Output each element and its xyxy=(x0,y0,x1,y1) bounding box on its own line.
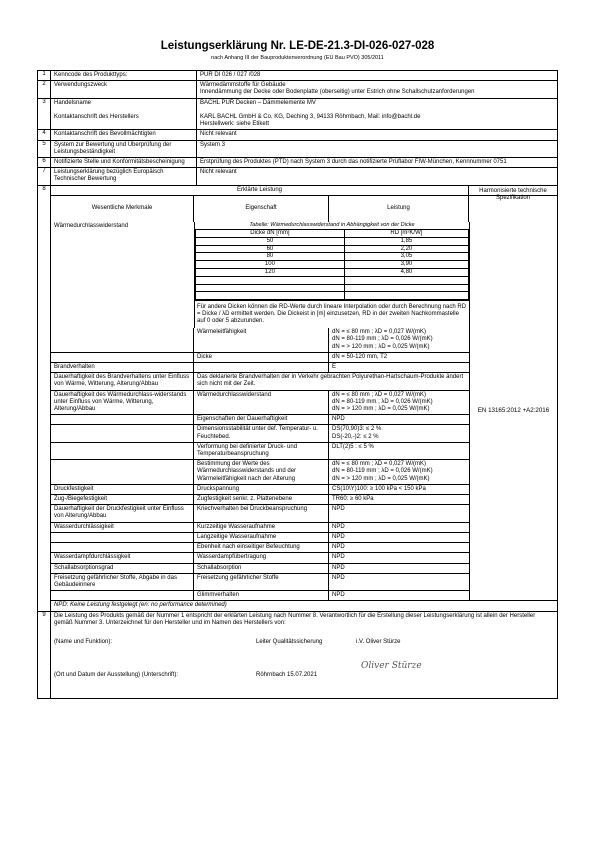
perf-merkmal: Druckfestigkeit xyxy=(51,485,194,494)
row-dwl xyxy=(51,390,469,415)
row-number: 8 xyxy=(38,186,51,611)
perf-leistung: NPD xyxy=(332,564,345,571)
col-eigenschaft: Eigenschaft xyxy=(194,196,329,222)
perf-leistung: DS(70,90)3: ≤ 2 % DS(-20,-)2: ≤ 2 % xyxy=(332,426,382,440)
tab-rd: 3,90 xyxy=(344,261,468,269)
perf-eigenschaft: Kurzzeitige Wasseraufnahme xyxy=(194,523,329,532)
tab-dicke: 50 xyxy=(196,237,345,245)
row-number: 9 xyxy=(42,611,46,618)
perf-leistung xyxy=(329,460,469,484)
perf-merkmal xyxy=(51,415,194,424)
row-number: 3 xyxy=(42,98,46,105)
lambda-value: dN = ≤ 80 mm ; λD = 0,027 W/(mK) xyxy=(332,391,426,398)
perf-leistung: NPD xyxy=(332,554,345,561)
place-label: (Ort und Datum der Ausstellung) (Unterschrift): xyxy=(54,671,179,678)
perf-eigenschaft xyxy=(194,363,329,372)
lambda-value: dN = ≤ 80 mm ; λD = 0,027 W/(mK) xyxy=(332,461,426,468)
row-label: Leistungserklärung bezüglich Europäisch Technischer Bewertung xyxy=(50,168,196,184)
row-glimm xyxy=(51,590,469,600)
row-druck xyxy=(51,484,469,494)
perf-eigenschaft: Zugfestigkeit senkr. z. Plattenebene xyxy=(194,495,329,504)
row-number: 2 xyxy=(42,81,46,88)
row-label: Notifizierte Stelle und Konformitätsbescheinigung xyxy=(50,158,196,167)
perf-leistung: DLT(2)5 : ≤ 5 % xyxy=(332,443,374,450)
row-zug xyxy=(51,494,469,504)
row-wd xyxy=(51,532,469,542)
perf-eigenschaft: Schallabsorption xyxy=(194,564,329,573)
row-4 xyxy=(38,129,557,139)
perf-eigenschaft: Verformung bei definierter Druck- und Temperaturbeanspruchung xyxy=(194,443,329,459)
col-leistung: Leistung xyxy=(329,196,469,222)
lambda-value: dN = > 120 mm ; λD = 0,025 W/(mK) xyxy=(332,475,430,482)
perf-eigenschaft: Glimmverhalten xyxy=(194,591,329,600)
tab-dicke: 80 xyxy=(196,253,345,261)
perf-merkmal: Zug-/Biegefestigkeit xyxy=(51,495,194,504)
row-number: 6 xyxy=(42,158,46,165)
perf-merkmal xyxy=(51,533,194,542)
perf-eigenschaft: Dimensionsstabilität unter def. Temperatur- u. Feuchtebed. xyxy=(194,425,329,441)
lambda-value: dN = ≤ 80 mm ; λD = 0,027 W/(mK) xyxy=(332,329,426,336)
row-6 xyxy=(38,157,557,167)
perf-merkmal xyxy=(51,443,194,459)
perf-merkmal: Freisetzung gefährlicher Stoffe, Abgabe in das Gebäudeinnere xyxy=(51,574,194,590)
perf-merkmal xyxy=(51,328,194,352)
tab-rd: 3,05 xyxy=(344,253,468,261)
row-wd xyxy=(51,522,469,532)
page-subtitle: nach Anhang III der Bauproduktenverordnung (EU Bau PVO) 305/2011 xyxy=(211,55,384,61)
npd-note: NPD: Keine Leistung festgelegt (en: no performance determined) xyxy=(51,600,557,610)
perf-leistung: NPD xyxy=(332,533,345,540)
row-2 xyxy=(38,80,557,97)
row-value: BACHL PUR Decken – Dämmelemente MV KARL BACHL GmbH & Co. KG, Deching 3, 94133 Röhrnbach, Mail: info@bachl.de Herstellwerk: siehe Etikett xyxy=(196,99,557,130)
page-title: Leistungserklärung Nr. LE-DE-21.3-DI-026-027-028 xyxy=(160,40,435,52)
perf-leistung: Das deklarierte Brandverhalten der in Verkehr gebrachten Polyurethan-Hartschaum-Produkte ändert sich nicht mit der Zeit. xyxy=(197,374,464,388)
perf-merkmal: Dauerhaftigkeit des Wärmedurchlass-widerstands unter Einfluss von Wärme, Witterung, Alterung/Abbau xyxy=(51,391,194,415)
tab-head-dicke: Dicke dN [mm] xyxy=(196,230,345,238)
tab-rd: 2,20 xyxy=(344,245,468,253)
place-value: Röhrnbach 15.07.2021 xyxy=(256,671,318,678)
section-9 xyxy=(38,611,557,698)
row-verf xyxy=(51,442,469,459)
tab-title: Tabelle: Wärmedurchlasswiderstand in Abhängigkeit von der Dicke xyxy=(249,221,415,228)
row-dauer xyxy=(51,372,469,389)
perf-leistung: NPD xyxy=(332,592,345,599)
perf-leistung: E xyxy=(332,364,337,371)
perf-eigenschaft: Langzeitige Wasseraufnahme xyxy=(194,533,329,542)
lambda-value: dN = 80-119 mm ; λD = 0,026 W/(mK) xyxy=(332,398,433,405)
row-eig-dauer xyxy=(51,414,469,424)
name-signer: i.V. Oliver Stürze xyxy=(356,638,401,645)
row-7 xyxy=(38,167,557,184)
perf-eigenschaft: Freisetzung gefährlicher Stoffe xyxy=(194,574,329,590)
interpolation-note: Für andere Dicken können die RD-Werte durch lineare Interpolation oder durch Berechnung nach RD = Dicke / λD ermittelt werden. Die Dickeist in [m] einzusetzen, RD in der zweiten Nachkommastelle auf 0 oder 5 abzurunden. xyxy=(195,300,469,328)
perf-leistung: NPD xyxy=(332,506,345,513)
row-best xyxy=(51,459,469,484)
declared-performance-heading: Erklärte Leistung xyxy=(51,186,469,195)
thickness-table xyxy=(195,229,469,300)
perf-merkmal xyxy=(51,460,194,484)
perf-eigenschaft: Eigenschaften der Dauerhaftigkeit xyxy=(194,415,329,424)
row-number: 1 xyxy=(42,71,46,77)
lambda-value: dN = 80-119 mm ; λD = 0,026 W/(mK) xyxy=(332,468,433,475)
signature: Oliver Stürze xyxy=(361,660,422,671)
perf-merkmal xyxy=(51,543,194,552)
row-brand xyxy=(51,362,469,372)
perf-leistung: dN = 50-120 mm, T2 xyxy=(332,353,388,360)
row-value: Wärmedämmstoffe für Gebäude Innendämmung der Decke oder Bodenplatte (oberseitig) unter Estrich ohne Schallschutzanforderungen xyxy=(196,81,557,97)
harmonised-spec: EN 13165:2012 +A2:2016 xyxy=(469,222,557,600)
perf-merkmal: Wasserdurchlässigkeit xyxy=(51,523,194,532)
row-label: System zur Bewertung und Überprüfung der Leistungsbeständigkeit xyxy=(50,141,196,157)
perf-leistung: NPD xyxy=(332,574,345,581)
declaration-table xyxy=(37,70,558,699)
name-value: Leiter Qualitätssicherung xyxy=(256,638,323,645)
perf-eigenschaft: Wärmeleitfähigkeit xyxy=(194,328,329,352)
name-label: (Name und Funktion): xyxy=(54,638,113,645)
perf-merkmal: Schallabsorptionsgrad xyxy=(51,564,194,573)
row-label: Handelsname Kontaktanschrift des Herstellers xyxy=(50,99,196,130)
perf-eigenschaft: Dicke xyxy=(194,353,329,362)
row-ddf xyxy=(51,504,469,521)
row-value: System 3 xyxy=(196,141,557,157)
tab-dicke: 60 xyxy=(196,245,345,253)
row-dimst xyxy=(51,424,469,441)
lambda-value: dN = 80-119 mm ; λD = 0,026 W/(mK) xyxy=(332,336,433,343)
perf-leistung: TR60: ≥ 60 kPa xyxy=(332,496,374,503)
perf-eigenschaft: Bestimmung der Werte des Wärmedurchlasswiderstands und der Wärmeleitfähigkeit nach der Alterung xyxy=(194,460,329,484)
sec8-body xyxy=(51,222,557,600)
tab-rd: 1,85 xyxy=(344,237,468,245)
row-value: Nicht relevant xyxy=(196,168,557,184)
section-8 xyxy=(38,185,557,611)
perf-eigenschaft: Wasserdampfübertragung xyxy=(194,553,329,562)
row-wlf xyxy=(51,328,469,352)
row-value: Nicht relevant xyxy=(196,130,557,139)
perf-eigenschaft: Ebenheit nach einseitiger Befeuchtung xyxy=(194,543,329,552)
perf-merkmal xyxy=(51,591,194,600)
row-wdd xyxy=(51,552,469,562)
perf-eigenschaft: Kriechverhalten bei Druckbeanspruchung xyxy=(194,505,329,521)
perf-merkmal: Brandverhalten xyxy=(51,363,194,372)
lambda-value: dN = > 120 mm ; λD = 0,025 W/(mK) xyxy=(332,343,430,350)
row-dicke xyxy=(51,352,469,362)
tab-rd: 4,80 xyxy=(344,269,468,277)
perf-eigenschaft: Wärmedurchlasswiderstand xyxy=(194,391,329,415)
col-merkmal: Wesentliche Merkmale xyxy=(51,196,194,222)
wl-label: Wärmedurchlasswiderstand xyxy=(54,222,129,229)
sec9-text: Die Leistung des Produkts gemäß der Nummer 1 entspricht der erklärten Leistung nach Nummer 8. Verantwortlich für die Erstellung dieser Leistungserklärung ist allein der Hersteller gemäß Nummer 3. Unterzeichnet für den Hersteller und im Namen des Herstellers von: xyxy=(54,612,536,626)
row-1 xyxy=(38,71,557,80)
perf-merkmal: Dauerhaftigkeit der Druckfestigkeit unter Einfluss von Alterung/Abbau xyxy=(51,505,194,521)
perf-merkmal xyxy=(51,425,194,441)
perf-leistung xyxy=(329,328,469,352)
perf-merkmal: Wasserdampfdurchlässigkeit xyxy=(51,553,194,562)
row-number: 5 xyxy=(42,140,46,147)
row-3 xyxy=(38,98,557,130)
perf-leistung xyxy=(329,391,469,415)
perf-leistung: NPD xyxy=(332,523,345,530)
row-number: 4 xyxy=(42,130,46,137)
row-value: PUR DI 026 / 027 /028 xyxy=(196,71,557,80)
perf-leistung: NPD xyxy=(332,544,345,551)
row-label: Kenncode des Produkttyps: xyxy=(50,71,196,80)
perf-leistung: CS(10\Y)100: ≥ 100 kPa < 150 kPa xyxy=(332,485,426,492)
perf-leistung: NPD xyxy=(332,416,345,423)
perf-eigenschaft: Druckspannung xyxy=(194,485,329,494)
row-frei xyxy=(51,573,469,590)
col-spec: Harmonisierte technische Spezifikation xyxy=(479,187,547,202)
row-wd xyxy=(51,542,469,552)
perf-merkmal: Dauerhaftigkeit des Brandverhaltens unter Einfluss von Wärme, Witterung, Alterung/Abbau xyxy=(51,373,194,389)
row-sch xyxy=(51,563,469,573)
row-5 xyxy=(38,140,557,157)
tab-head-rd: RD [m²K/W] xyxy=(344,230,468,238)
tab-dicke: 120 xyxy=(196,269,345,277)
tab-dicke: 100 xyxy=(196,261,345,269)
row-number: 7 xyxy=(42,168,46,175)
row-value: Erstprüfung des Produktes (PTD) nach System 3 durch das notifizierte Prüflabor FIW-München, Kennnummer 0751 xyxy=(196,158,557,167)
row-label: Verwendungszweck xyxy=(50,81,196,97)
row-label: Kontaktanschrift des Bevollmächtigten xyxy=(50,130,196,139)
perf-merkmal xyxy=(51,353,194,362)
lambda-value: dN = > 120 mm ; λD = 0,025 W/(mK) xyxy=(332,406,430,413)
